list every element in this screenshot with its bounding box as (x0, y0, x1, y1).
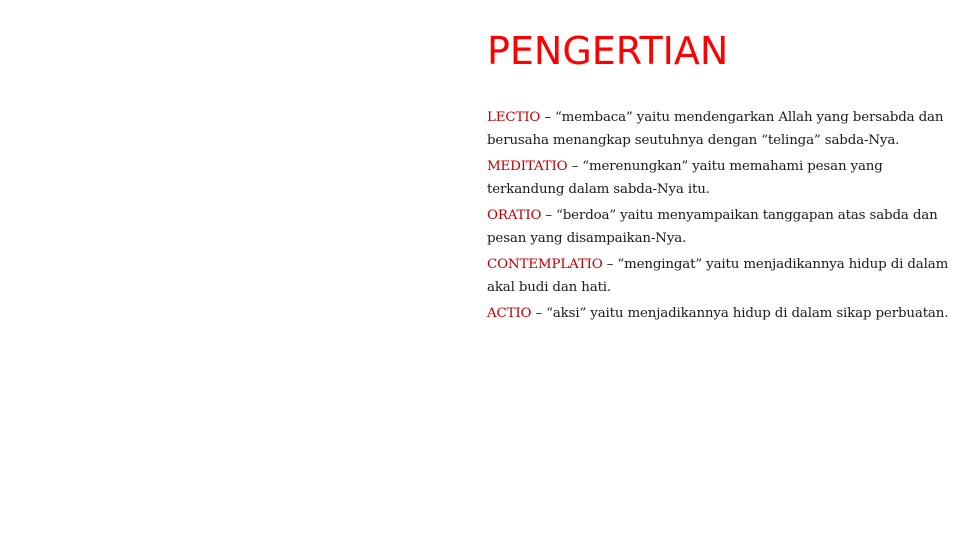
definition-item-meditatio (487, 155, 949, 201)
term-label: MEDITATIO (487, 159, 568, 174)
term-label: ACTIO (487, 306, 532, 321)
definition-text: – “aksi” yaitu menjadikannya hidup di dalam sikap perbuatan. (531, 306, 949, 321)
slide-title: PENGERTIAN (487, 29, 729, 73)
term-label: ORATIO (487, 208, 542, 223)
definition-item-oratio (487, 204, 949, 250)
definition-item-actio (487, 302, 949, 325)
definition-item-lectio (487, 106, 949, 152)
definition-item-contemplatio (487, 253, 949, 299)
definition-text: – “merenungkan” yaitu memahami pesan yang terkandung dalam sabda-Nya itu. (487, 159, 883, 197)
definition-list (487, 106, 949, 328)
definition-text: – “mengingat” yaitu menjadikannya hidup di dalam akal budi dan hati. (487, 257, 949, 295)
definition-text: – “membaca” yaitu mendengarkan Allah yang bersabda dan berusaha menangkap seutuhnya dengan “telinga” sabda-Nya. (487, 110, 944, 148)
definition-text: – “berdoa” yaitu menyampaikan tanggapan atas sabda dan pesan yang disampaikan-Nya. (487, 208, 938, 246)
term-label: CONTEMPLATIO (487, 257, 603, 272)
term-label: LECTIO (487, 110, 541, 125)
